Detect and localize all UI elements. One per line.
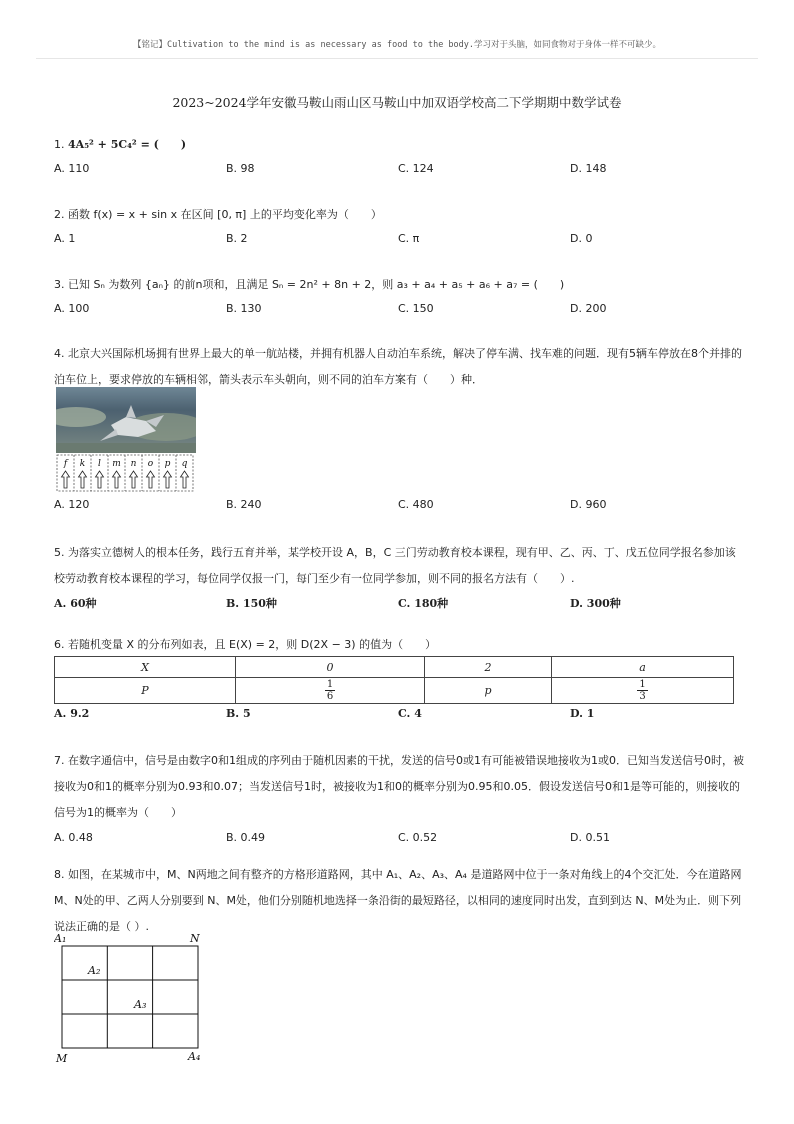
options bbox=[54, 592, 744, 612]
question-stem: 6. 若随机变量 X 的分布列如表，且 E(X) = 2，则 D(2X − 3) 的值为（ ） bbox=[54, 638, 437, 651]
table-cell: 2 bbox=[425, 657, 552, 678]
question-stem: 1. 4A₅² + 5C₄² = ( ) bbox=[54, 138, 187, 151]
option-c: C. 4 bbox=[398, 707, 422, 720]
options bbox=[54, 297, 744, 317]
options bbox=[54, 702, 744, 722]
option-c: C. 150 bbox=[398, 302, 434, 315]
question-stem: 3. 已知 Sₙ 为数列 {aₙ} 的前n项和，且满足 Sₙ = 2n² + 8n + 2，则 a₃ + a₄ + a₅ + a₆ + a₇ = ( ) bbox=[54, 278, 565, 291]
header-motto: 【铭记】Cultivation to the mind is as necessary as food to the body.学习对于头脑，如同食物对于身体一样不可缺少。 bbox=[132, 40, 662, 50]
option-b: B. 0.49 bbox=[226, 831, 266, 844]
question-stem: 2. 函数 f(x) = x + sin x 在区间 [0, π] 上的平均变化率为（ ） bbox=[54, 208, 382, 221]
label-n: N bbox=[190, 932, 200, 945]
option-c: C. 180种 bbox=[398, 597, 449, 610]
airport-parking-photo bbox=[56, 387, 196, 493]
table-row bbox=[55, 657, 734, 678]
slot-label: l bbox=[98, 459, 101, 469]
option-d: D. 0.51 bbox=[570, 831, 610, 844]
option-c: C. 480 bbox=[398, 498, 434, 511]
option-d: D. 200 bbox=[570, 302, 607, 315]
options bbox=[54, 157, 744, 177]
label-a2: A₂ bbox=[88, 964, 101, 977]
table-cell: X bbox=[55, 657, 236, 678]
header-divider bbox=[36, 58, 758, 59]
label-a3: A₃ bbox=[134, 998, 147, 1011]
table-row bbox=[55, 678, 734, 704]
slot-label: f bbox=[63, 459, 68, 469]
option-c: C. 124 bbox=[398, 162, 434, 175]
option-d: D. 960 bbox=[570, 498, 607, 511]
option-d: D. 1 bbox=[570, 707, 595, 720]
option-a: A. 60种 bbox=[54, 597, 97, 610]
option-b: B. 2 bbox=[226, 232, 248, 245]
question-6 bbox=[54, 633, 744, 657]
table-cell: 0 bbox=[236, 657, 425, 678]
option-a: A. 110 bbox=[54, 162, 90, 175]
slot-label: m bbox=[112, 459, 121, 469]
option-a: A. 0.48 bbox=[54, 831, 93, 844]
question-7 bbox=[54, 748, 744, 846]
slot-label: k bbox=[79, 459, 86, 469]
street-grid-figure bbox=[54, 930, 214, 1070]
table-cell: P bbox=[55, 678, 236, 704]
question-3 bbox=[54, 273, 744, 317]
table-cell bbox=[236, 678, 425, 704]
option-a: A. 1 bbox=[54, 232, 76, 245]
options bbox=[54, 826, 744, 846]
question-2 bbox=[54, 203, 744, 247]
question-1 bbox=[54, 133, 744, 177]
option-a: A. 120 bbox=[54, 498, 90, 511]
label-a4: A₄ bbox=[188, 1050, 201, 1063]
option-b: B. 150种 bbox=[226, 597, 277, 610]
question-stem: 5. 为落实立德树人的根本任务，践行五育并举，某学校开设 A，B，C 三门劳动教育校本课程，现有甲、乙、丙、丁、戊五位同学报名参加该校劳动教育校本课程的学习，每位同学仅报一门，每门至少有一位同学参加，则不同的报名方法有（ ）. bbox=[54, 546, 736, 585]
table-cell: p bbox=[425, 678, 552, 704]
fraction: $\frac{1}{6}$ bbox=[326, 679, 334, 702]
table-cell: a bbox=[552, 657, 734, 678]
slot-label: o bbox=[147, 459, 154, 469]
slot-label: q bbox=[181, 459, 188, 469]
options bbox=[54, 227, 744, 247]
option-c: C. π bbox=[398, 232, 420, 245]
option-d: D. 300种 bbox=[570, 597, 621, 610]
question-stem: 7. 在数字通信中，信号是由数字0和1组成的序列由于随机因素的干扰，发送的信号0或1有可能被错误地接收为1或0．已知当发送信号0时，被接收为0和1的概率分别为0.93和0.07；当发送信号1时，被接收为1和0的概率分别为0.95和0.05．假设发送信号0和1是等可能的，则接收的信号为1的概率为（ ） bbox=[54, 754, 744, 819]
question-stem: 8. 如图，在某城市中，M、N两地之间有整齐的方格形道路网，其中 A₁、A₂、A₃、A₄ 是道路网中位于一条对角线上的4个交汇处．今在道路网 M、N处的甲、乙两人分别要到 N、M处，他们分别随机地选择一条沿街的最短路径，以相同的速度同时出发，直到到达 N、M处为止．则下列说法正确的是（ ）. bbox=[54, 868, 742, 933]
slot-label: n bbox=[130, 459, 137, 469]
option-a: A. 100 bbox=[54, 302, 90, 315]
label-a1: A₁ bbox=[54, 932, 67, 945]
question-5 bbox=[54, 540, 744, 612]
slot-label: p bbox=[164, 459, 171, 469]
options bbox=[54, 493, 744, 513]
option-a: A. 9.2 bbox=[54, 707, 90, 720]
option-d: D. 0 bbox=[570, 232, 593, 245]
page-title: 2023~2024学年安徽马鞍山雨山区马鞍山中加双语学校高二下学期期中数学试卷 bbox=[172, 95, 622, 110]
fraction: $\frac{1}{3}$ bbox=[639, 679, 646, 702]
option-b: B. 5 bbox=[226, 707, 251, 720]
question-4 bbox=[54, 341, 744, 393]
label-m: M bbox=[56, 1052, 68, 1065]
distribution-table bbox=[54, 656, 734, 704]
table-cell bbox=[552, 678, 734, 704]
option-d: D. 148 bbox=[570, 162, 607, 175]
option-c: C. 0.52 bbox=[398, 831, 438, 844]
option-b: B. 240 bbox=[226, 498, 262, 511]
question-6-options bbox=[54, 702, 744, 722]
option-b: B. 98 bbox=[226, 162, 255, 175]
question-8 bbox=[54, 862, 744, 940]
option-b: B. 130 bbox=[226, 302, 262, 315]
question-4-options bbox=[54, 493, 744, 513]
question-stem: 4. 北京大兴国际机场拥有世界上最大的单一航站楼，并拥有机器人自动泊车系统，解决了停车满、找车难的问题．现有5辆车停放在8个并排的泊车位上，要求停放的车辆相邻，箭头表示车头朝向，则不同的泊车方案有（ ）种． bbox=[54, 347, 742, 386]
